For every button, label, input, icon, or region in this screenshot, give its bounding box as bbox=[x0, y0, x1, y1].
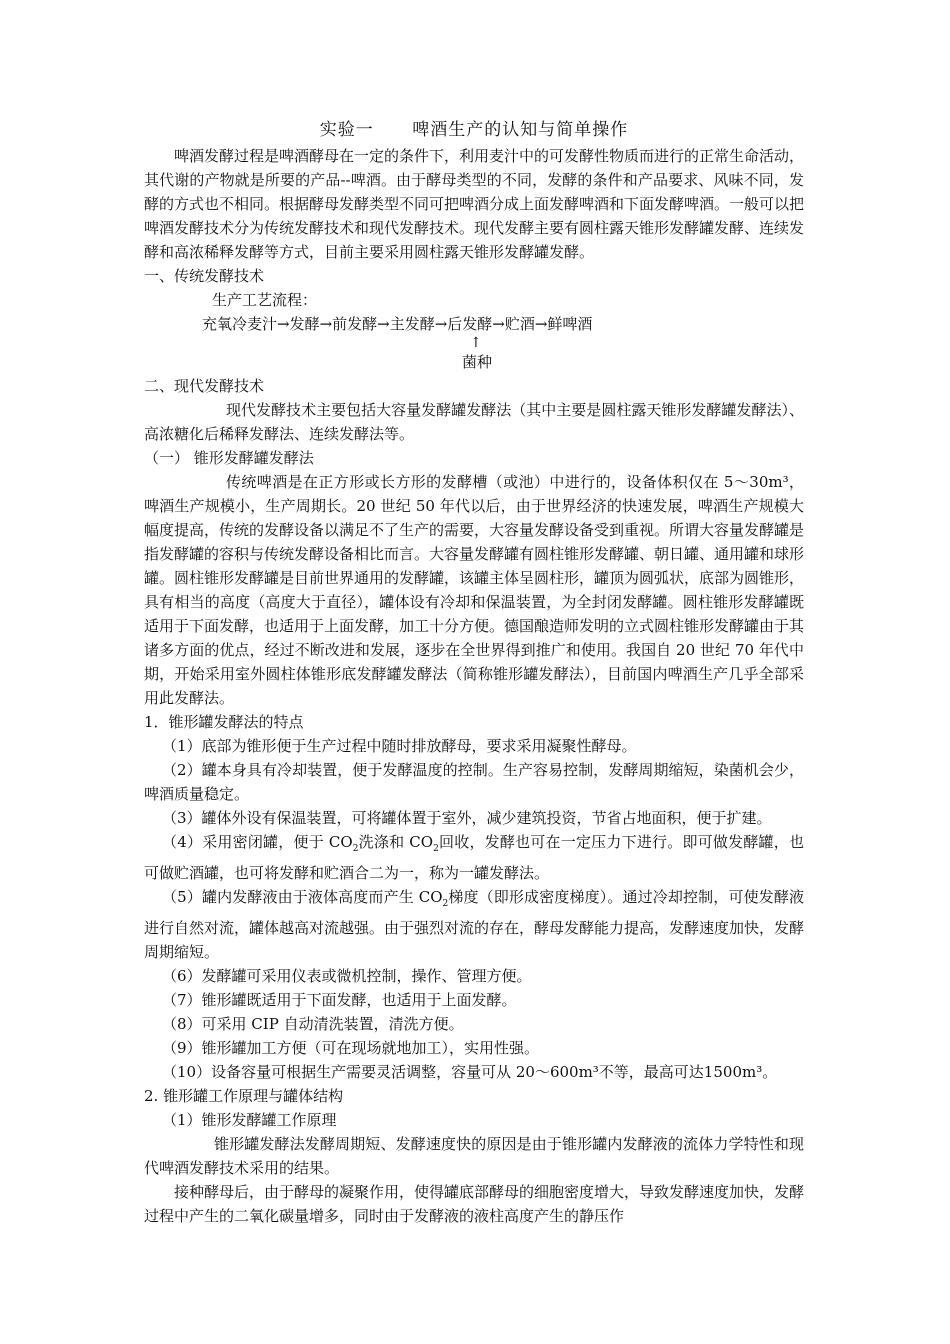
feature-4-part-a: （4）采用密闭罐，便于 CO bbox=[162, 833, 353, 851]
subsection-1-body: 传统啤酒是在正方形或长方形的发酵槽（或池）中进行的，设备体积仅在 5～30m³，啤酒生产规模小，生产周期长。20 世纪 50 年代以后，由于世界经济的快速发展，啤酒生产规模大幅度提高，传统的发酵设备以满足不了生产的需要，大容量发酵设备受到重视。所谓大容量发酵罐是指发酵罐的容积与传统发酵设备相比而言。大容量发酵罐有圆柱锥形发酵罐、朝日罐、通用罐和球形罐。圆柱锥形发酵罐是目前世界通用的发酵罐，该罐主体呈圆柱形，罐顶为圆弧状，底部为圆锥形，具有相当的高度（高度大于直径），罐体设有冷却和保温装置，为全封闭发酵罐。圆柱锥形发酵罐既适用于下面发酵，也适用于上面发酵，加工十分方便。德国酿造师发明的立式圆柱锥形发酵罐由于其诸多方面的优点，经过不断改进和发展，逐步在全世界得到推广和使用。我国自 20 世纪 70 年代中期，开始采用室外圆柱体锥形底发酵罐发酵法（简称锥形罐发酵法），目前国内啤酒生产几乎全部采用此发酵法。 bbox=[144, 473, 805, 707]
co2-subscript: 2 bbox=[442, 899, 449, 909]
process-flow: 充氧冷麦汁→发酵→前发酵→主发酵→后发酵→贮酒→鲜啤酒 bbox=[202, 315, 593, 333]
feature-5-part-b: 梯度（即形成密度梯度）。通过冷却控制，可使发酵液进行自然对流，罐体越高对流越强。由于强烈对流的存在，酵母发酵能力提高，发酵速度加快，发酵周期缩短。 bbox=[144, 888, 805, 961]
flow-strain-label: 菌种 bbox=[462, 353, 493, 371]
page-title: 实验一 啤酒生产的认知与简单操作 bbox=[319, 120, 629, 140]
feature-item-2: （2）罐本身具有冷却装置，便于发酵温度的控制。生产容易控制，发酵周期缩短，染菌机会少，啤酒质量稳定。 bbox=[144, 761, 804, 803]
feature-item-5 bbox=[144, 885, 804, 964]
section-2-intro: 现代发酵技术主要包括大容量发酵罐发酵法（其中主要是圆柱露天锥形发酵罐发酵法）、高浓糖化后稀释发酵法、连续发酵法等。 bbox=[144, 401, 804, 443]
document-page bbox=[144, 118, 804, 1228]
feature-item-1: （1）底部为锥形便于生产过程中随时排放酵母，要求采用凝聚性酵母。 bbox=[162, 737, 637, 755]
feature-item-8: （8）可采用 CIP 自动清洗装置，清洗方便。 bbox=[162, 1015, 464, 1033]
principle-paragraph-2: 接种酵母后，由于酵母的凝聚作用，使得罐底部酵母的细胞密度增大，导致发酵速度加快，发酵过程中产生的二氧化碳量增多，同时由于发酵液的液柱高度产生的静压作 bbox=[144, 1183, 805, 1225]
section-2-heading: 二、现代发酵技术 bbox=[144, 377, 265, 395]
feature-item-4 bbox=[144, 830, 804, 885]
feature-item-3: （3）罐体外设有保温装置，可将罐体置于室外，减少建筑投资，节省占地面积，便于扩建。 bbox=[162, 809, 772, 827]
up-arrow-icon: ↑ bbox=[470, 335, 482, 351]
principle-paragraph-1: 锥形罐发酵法发酵周期短、发酵速度快的原因是由于锥形罐内发酵液的流体力学特性和现代啤酒发酵技术采用的结果。 bbox=[144, 1135, 804, 1177]
principle-heading: 2. 锥形罐工作原理与罐体结构 bbox=[144, 1087, 344, 1105]
process-flow-label: 生产工艺流程： bbox=[212, 291, 318, 309]
co2-subscript: 2 bbox=[352, 844, 359, 854]
feature-item-7: （7）锥形罐既适用于下面发酵，也适用于上面发酵。 bbox=[162, 991, 517, 1009]
intro-paragraph: 啤酒发酵过程是啤酒酵母在一定的条件下，利用麦汁中的可发酵性物质而进行的正常生命活动，其代谢的产物就是所要的产品--啤酒。由于酵母类型的不同，发酵的条件和产品要求、风味不同，发酵的方式也不相同。根据酵母发酵类型不同可把啤酒分成上面发酵啤酒和下面发酵啤酒。一般可以把啤酒发酵技术分为传统发酵技术和现代发酵技术。现代发酵主要有圆柱露天锥形发酵罐发酵、连续发酵和高浓稀释发酵等方式，目前主要采用圆柱露天锥形发酵罐发酵。 bbox=[144, 147, 805, 261]
feature-item-9: （9）锥形罐加工方便（可在现场就地加工），实用性强。 bbox=[162, 1039, 540, 1057]
feature-item-6: （6）发酵罐可采用仪表或微机控制，操作、管理方便。 bbox=[162, 967, 532, 985]
features-heading: 1．锥形罐发酵法的特点 bbox=[144, 713, 304, 731]
co2-subscript: 2 bbox=[433, 844, 439, 854]
principle-subheading: （1）锥形发酵罐工作原理 bbox=[162, 1111, 337, 1129]
feature-4-part-c: 回收，发酵也可在一定压力下进行。即可做发酵罐，也可做贮酒罐，也可将发酵和贮酒合二为一，称为一罐发酵法。 bbox=[144, 833, 804, 882]
feature-4-part-b: 洗涤和 CO bbox=[358, 833, 434, 851]
feature-5-part-a: （5）罐内发酵液由于液体高度而产生 CO bbox=[162, 888, 443, 906]
feature-item-10: （10）设备容量可根据生产需要灵活调整，容量可从 20～600m³不等，最高可达1500m³。 bbox=[162, 1063, 778, 1081]
subsection-1-heading: （一） 锥形发酵罐发酵法 bbox=[144, 449, 314, 467]
section-1-heading: 一、传统发酵技术 bbox=[144, 267, 265, 285]
